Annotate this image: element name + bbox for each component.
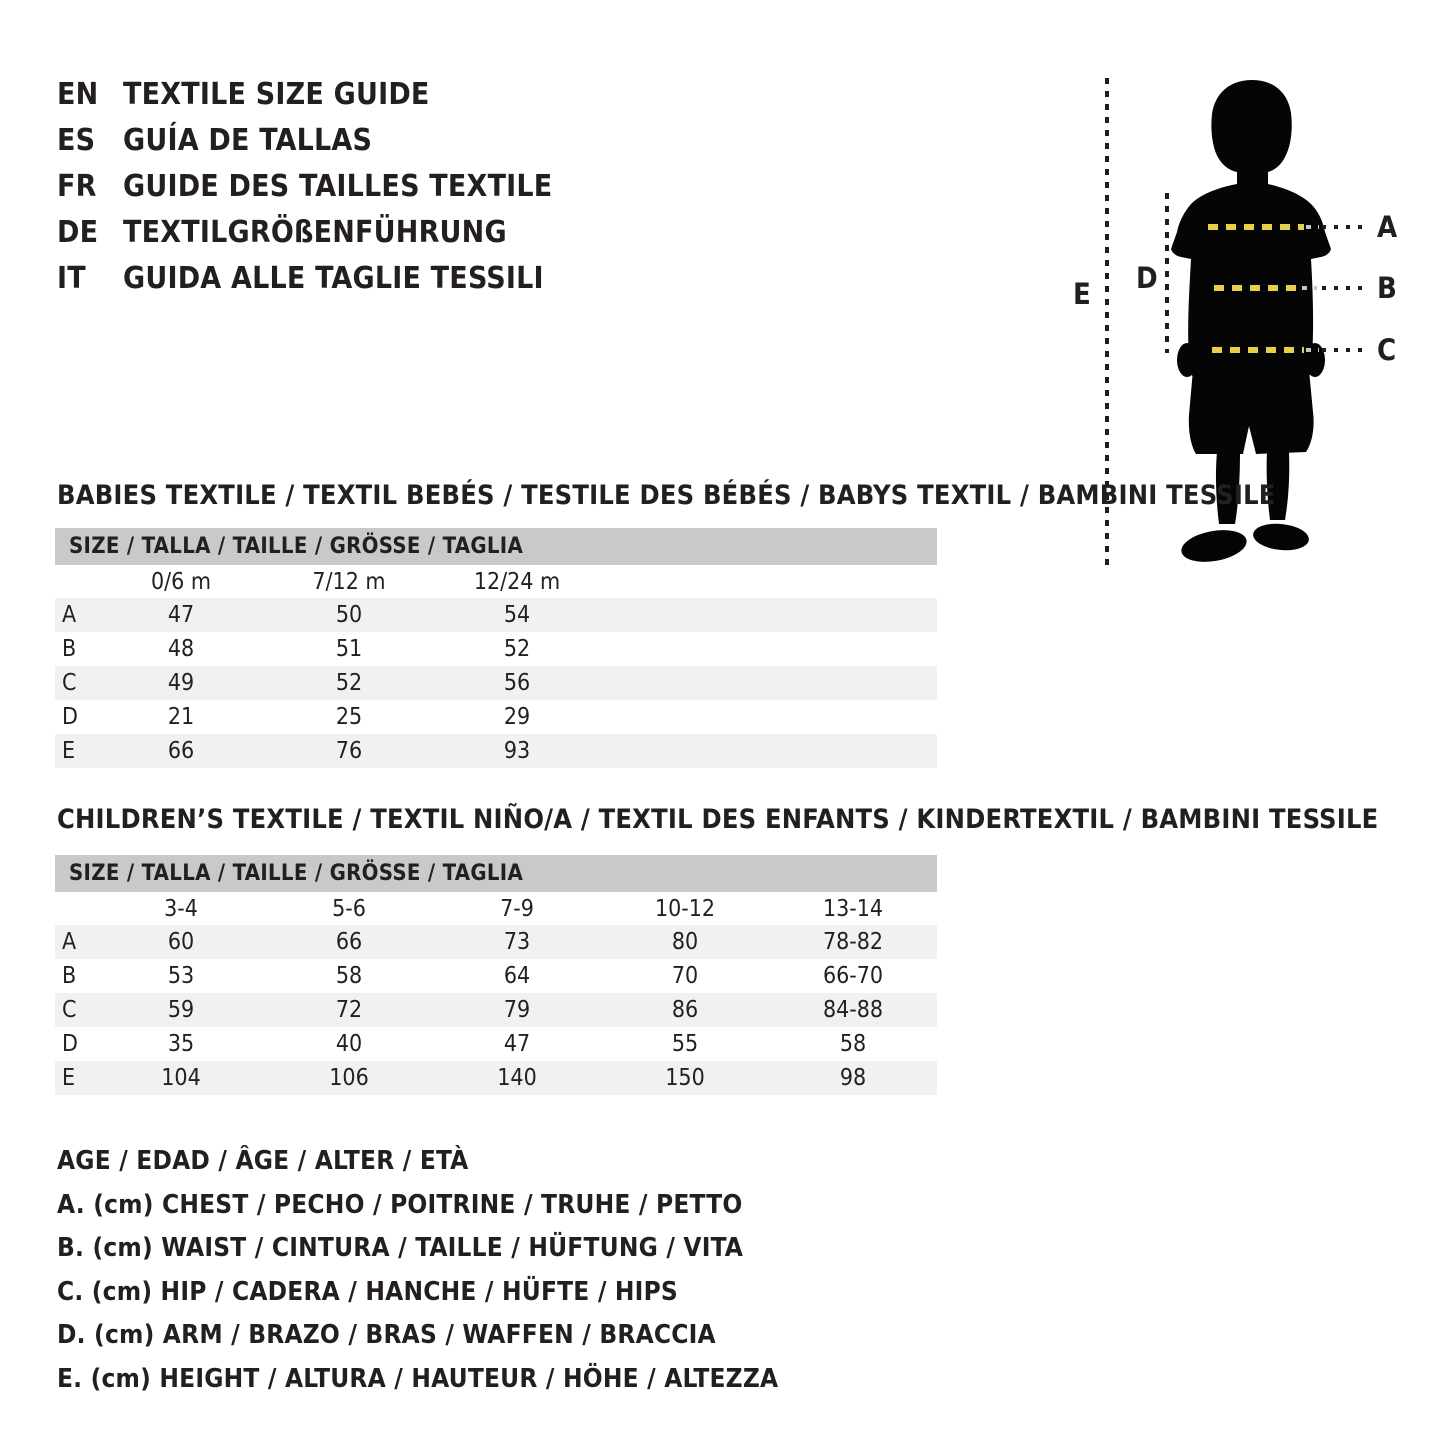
table-header-bar: SIZE / TALLA / TAILLE / GRÖSSE / TAGLIA <box>55 855 937 892</box>
cell: 72 <box>335 997 363 1023</box>
cell: 35 <box>167 1031 195 1057</box>
cell: 86 <box>671 997 699 1023</box>
measure-label-a: A <box>1377 210 1398 244</box>
column-header: 3-4 <box>164 895 198 922</box>
table-column-headers <box>55 892 937 925</box>
cell: 25 <box>335 704 363 730</box>
measurement-legend <box>57 1140 778 1401</box>
cell: 49 <box>167 670 195 696</box>
lang-row-en <box>57 72 552 118</box>
cell: 104 <box>161 1065 201 1091</box>
lang-row-it <box>57 256 552 302</box>
lang-row-de <box>57 210 552 256</box>
cell: 150 <box>665 1065 705 1091</box>
table-row-d <box>55 1027 937 1061</box>
table-row-c <box>55 666 937 700</box>
child-silhouette-diagram <box>1040 60 1445 600</box>
lang-code: IT <box>57 261 86 296</box>
babies-size-table <box>55 528 937 768</box>
column-header: 10-12 <box>654 895 716 922</box>
cell: 73 <box>503 929 531 955</box>
table-column-headers <box>55 565 937 598</box>
cell: 55 <box>671 1031 699 1057</box>
lang-code: DE <box>57 215 99 250</box>
row-label: B <box>62 636 77 662</box>
measure-label-d: D <box>1136 261 1158 295</box>
cell: 84-88 <box>822 997 884 1023</box>
measure-label-e: E <box>1073 277 1091 311</box>
cell: 70 <box>671 963 699 989</box>
column-header: 7/12 m <box>312 568 386 595</box>
legend-chest: A. (cm) CHEST / PECHO / POITRINE / TRUHE / PETTO <box>57 1189 743 1220</box>
children-size-table <box>55 855 937 1095</box>
row-label: D <box>62 704 78 730</box>
cell: 47 <box>167 602 195 628</box>
cell: 48 <box>167 636 195 662</box>
legend-hip: C. (cm) HIP / CADERA / HANCHE / HÜFTE / HIPS <box>57 1276 678 1307</box>
cell: 66 <box>335 929 363 955</box>
lang-code: FR <box>57 169 97 204</box>
cell: 50 <box>335 602 363 628</box>
table-row-e <box>55 1061 937 1095</box>
row-label: A <box>62 602 77 628</box>
column-header: 0/6 m <box>150 568 212 595</box>
legend-waist: B. (cm) WAIST / CINTURA / TAILLE / HÜFTUNG / VITA <box>57 1233 744 1263</box>
row-label: B <box>62 963 77 989</box>
language-title-block <box>57 72 552 302</box>
cell: 51 <box>335 636 363 662</box>
table-row-a <box>55 598 937 632</box>
cell: 140 <box>497 1065 537 1091</box>
table-row-d <box>55 700 937 734</box>
lang-title: TEXTILE SIZE GUIDE <box>123 77 430 112</box>
cell: 53 <box>167 963 195 989</box>
table-row-a <box>55 925 937 959</box>
cell: 52 <box>503 636 531 662</box>
column-header: 12/24 m <box>473 568 561 595</box>
cell: 79 <box>503 997 531 1023</box>
column-header: 13-14 <box>822 895 884 922</box>
cell: 66 <box>167 738 195 764</box>
cell: 40 <box>335 1031 363 1057</box>
row-label: A <box>62 929 77 955</box>
row-label: C <box>62 997 77 1023</box>
legend-arm: D. (cm) ARM / BRAZO / BRAS / WAFFEN / BRACCIA <box>57 1320 716 1350</box>
lang-title: GUÍA DE TALLAS <box>123 123 373 158</box>
cell: 98 <box>839 1065 867 1091</box>
row-label: C <box>62 670 77 696</box>
lang-row-fr <box>57 164 552 210</box>
cell: 106 <box>329 1065 369 1091</box>
lang-title: TEXTILGRÖßENFÜHRUNG <box>123 215 507 250</box>
table-row-b <box>55 959 937 993</box>
column-header: 5-6 <box>332 895 366 922</box>
cell: 54 <box>503 602 531 628</box>
table-row-c <box>55 993 937 1027</box>
cell: 80 <box>671 929 699 955</box>
lang-code: ES <box>57 123 96 158</box>
cell: 29 <box>503 704 531 730</box>
column-header: 7-9 <box>500 895 534 922</box>
cell: 64 <box>503 963 531 989</box>
lang-title: GUIDA ALLE TAGLIE TESSILI <box>123 261 544 296</box>
table-row-e <box>55 734 937 768</box>
cell: 76 <box>335 738 363 764</box>
cell: 66-70 <box>822 963 884 989</box>
cell: 58 <box>335 963 363 989</box>
cell: 47 <box>503 1031 531 1057</box>
table-row-b <box>55 632 937 666</box>
cell: 21 <box>167 704 195 730</box>
legend-height: E. (cm) HEIGHT / ALTURA / HAUTEUR / HÖHE / ALTEZZA <box>57 1363 779 1394</box>
measurement-figure <box>1040 60 1445 600</box>
lang-code: EN <box>57 77 99 112</box>
row-label: D <box>62 1031 78 1057</box>
children-section-title: CHILDREN’S TEXTILE / TEXTIL NIÑO/A / TEXTIL DES ENFANTS / KINDERTEXTIL / BAMBINI TESSILE <box>57 804 1379 835</box>
cell: 56 <box>503 670 531 696</box>
legend-age: AGE / EDAD / ÂGE / ALTER / ETÀ <box>57 1146 469 1176</box>
table-header-bar: SIZE / TALLA / TAILLE / GRÖSSE / TAGLIA <box>55 528 937 565</box>
cell: 58 <box>839 1031 867 1057</box>
cell: 60 <box>167 929 195 955</box>
cell: 78-82 <box>822 929 884 955</box>
cell: 52 <box>335 670 363 696</box>
measure-label-c: C <box>1377 333 1397 367</box>
measure-label-b: B <box>1377 271 1397 305</box>
cell: 93 <box>503 738 531 764</box>
lang-title: GUIDE DES TAILLES TEXTILE <box>123 169 553 204</box>
row-label: E <box>62 738 76 764</box>
babies-section-title: BABIES TEXTILE / TEXTIL BEBÉS / TESTILE DES BÉBÉS / BABYS TEXTIL / BAMBINI TESSILE <box>57 480 1276 511</box>
row-label: E <box>62 1065 76 1091</box>
lang-row-es <box>57 118 552 164</box>
cell: 59 <box>167 997 195 1023</box>
